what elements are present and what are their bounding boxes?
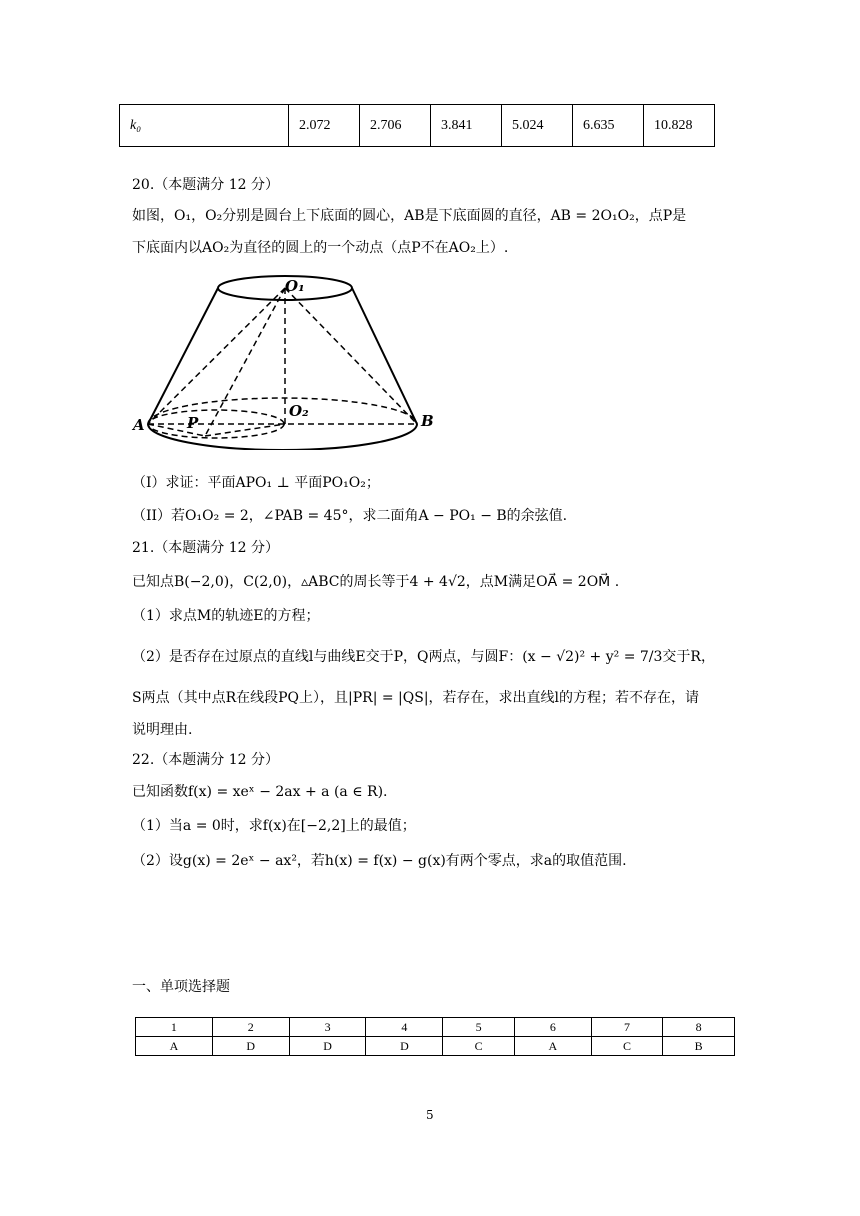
k0-label-cell bbox=[120, 105, 289, 147]
q20-part2: （II）若O₁O₂ = 2，∠PAB = 45°，求二面角A − PO₁ − B的余弦值. bbox=[132, 508, 568, 524]
frustum-figure bbox=[125, 268, 445, 450]
q22-part2: （2）设g(x) = 2eˣ − ax²，若h(x) = f(x) − g(x)有两个零点，求a的取值范围. bbox=[132, 853, 627, 869]
table-cell: 10.828 bbox=[644, 105, 715, 147]
label-o1: O₁ bbox=[285, 277, 305, 295]
q21-part2-line1: （2）是否存在过原点的直线l与曲线E交于P，Q两点，与圆F：(x − √2)² + y² = 7/3交于R， bbox=[132, 649, 715, 665]
table-cell: 6.635 bbox=[573, 105, 644, 147]
question-number-cell: 4 bbox=[366, 1018, 443, 1037]
label-p: P bbox=[187, 414, 199, 432]
segment-o1-p bbox=[205, 288, 285, 436]
label-a: A bbox=[133, 416, 145, 434]
label-o2: O₂ bbox=[289, 402, 309, 420]
question-number-cell: 5 bbox=[443, 1018, 515, 1037]
answer-cell: B bbox=[663, 1037, 735, 1056]
question-number-cell: 7 bbox=[591, 1018, 663, 1037]
answer-cell: C bbox=[591, 1037, 663, 1056]
table-cell: 2.706 bbox=[360, 105, 431, 147]
question-number-cell: 2 bbox=[212, 1018, 289, 1037]
q21-part2-line3: 说明理由. bbox=[132, 722, 193, 738]
q22-heading: 22.（本题满分 12 分） bbox=[132, 752, 279, 768]
answer-cell: D bbox=[289, 1037, 366, 1056]
q20-stem-line2: 下底面内以AO₂为直径的圆上的一个动点（点P不在AO₂上）. bbox=[132, 240, 509, 256]
q22-stem: 已知函数f(x) = xeˣ − 2ax + a (a ∈ R). bbox=[132, 784, 388, 800]
q21-heading: 21.（本题满分 12 分） bbox=[132, 540, 279, 556]
answer-cell: A bbox=[136, 1037, 213, 1056]
k0-label: k₀ bbox=[130, 117, 142, 133]
q21-part1: （1）求点M的轨迹E的方程； bbox=[132, 608, 320, 624]
question-number-cell: 8 bbox=[663, 1018, 735, 1037]
q22-part1: （1）当a = 0时，求f(x)在[−2,2]上的最值； bbox=[132, 818, 416, 834]
segment-p-o2 bbox=[205, 424, 285, 436]
q21-stem: 已知点B(−2,0)，C(2,0)，▵ABC的周长等于4 + 4√2，点M满足OA⃗ = 2OM⃗ . bbox=[132, 574, 620, 590]
answer-cell: C bbox=[443, 1037, 515, 1056]
q21-part2-line2: S两点（其中点R在线段PQ上），且|PR| = |QS|，若存在，求出直线l的方程；若不存在，请 bbox=[132, 690, 700, 706]
left-generatrix bbox=[148, 288, 218, 424]
question-number-cell: 6 bbox=[514, 1018, 591, 1037]
label-b: B bbox=[421, 412, 434, 430]
answer-key-table bbox=[135, 1017, 735, 1056]
table-cell: 2.072 bbox=[289, 105, 360, 147]
q20-heading: 20.（本题满分 12 分） bbox=[132, 177, 279, 193]
table-row bbox=[136, 1018, 735, 1037]
q20-stem-line1: 如图，O₁，O₂分别是圆台上下底面的圆心，AB是下底面圆的直径，AB = 2O₁O₂，点P是 bbox=[132, 208, 687, 224]
table-row bbox=[120, 105, 715, 147]
critical-value-table bbox=[119, 104, 715, 147]
answer-cell: D bbox=[212, 1037, 289, 1056]
q20-part1: （I）求证：平面APO₁ ⊥ 平面PO₁O₂； bbox=[132, 475, 380, 491]
question-number-cell: 1 bbox=[136, 1018, 213, 1037]
segment-o1-a bbox=[148, 288, 285, 424]
answer-cell: D bbox=[366, 1037, 443, 1056]
answer-section-title: 一、单项选择题 bbox=[132, 979, 230, 995]
page-number: 5 bbox=[426, 1108, 434, 1122]
table-row bbox=[136, 1037, 735, 1056]
table-cell: 3.841 bbox=[431, 105, 502, 147]
question-number-cell: 3 bbox=[289, 1018, 366, 1037]
answer-cell: A bbox=[514, 1037, 591, 1056]
table-cell: 5.024 bbox=[502, 105, 573, 147]
